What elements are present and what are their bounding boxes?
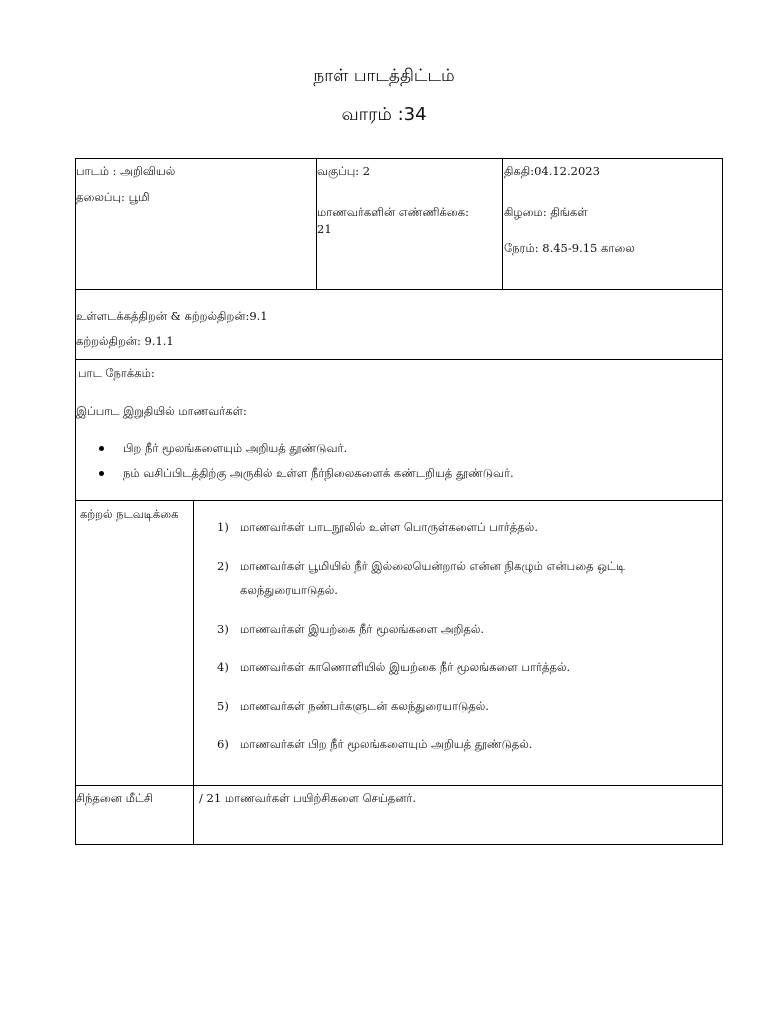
step-number: 3) [217,622,229,636]
time-label: நேரம்: 8.45-9.15 காலை [504,241,635,255]
standards-row [75,289,723,360]
step-number: 6) [217,737,229,751]
content-standard: உள்ளடக்கத்திறன் & கற்றல்திறன்:9.1 [76,309,268,323]
students-count: 21 [317,222,332,236]
step-text: மாணவர்கள் பிற நீர் மூலங்களையும் அறியத் தூண்டுதல். [240,737,533,751]
day-label: கிழமை: திங்கள் [504,205,588,219]
reflection-text: / 21 மாணவர்கள் பயிற்சிகளை செய்தனர். [199,791,417,805]
learning-standard: கற்றல்திறன்: 9.1.1 [76,334,174,348]
step-text: மாணவர்கள் நண்பர்களுடன் கலந்துரையாடுதல். [240,699,489,713]
topic-label: தலைப்பு: பூமி [76,190,150,204]
step-text: மாணவர்கள் காணொளியில் இயற்கை நீர் மூலங்களை பார்த்தல். [240,660,571,674]
step-number: 2) [217,559,229,573]
bullet-icon [99,471,104,476]
objective-point-1: பிற நீர் மூலங்களையும் அறியத் தூண்டுவர். [123,441,348,455]
objective-intro: இப்பாட இறுதியில் மாணவர்கள்: [76,404,247,418]
step-number: 1) [217,520,229,534]
info-divider-2 [502,158,503,290]
page-title: நாள் பாடத்திட்டம் [313,66,455,86]
week-number: வாரம் :34 [341,104,427,125]
activities-label: கற்றல் நடவடிக்கை [80,507,179,521]
date-label: திகதி:04.12.2023 [504,164,600,178]
objective-point-2: நம் வசிப்பிடத்திற்கு அருகில் உள்ள நீர்நிலைகளைக் கண்டறியத் தூண்டுவர். [123,466,514,480]
step-text: மாணவர்கள் பூமியில் நீர் இல்லையென்றால் என்ன நிகழும் என்பதை ஒட்டி [240,559,626,573]
step-text: மாணவர்கள் இயற்கை நீர் மூலங்களை அறிதல். [240,622,485,636]
students-label: மாணவர்களின் எண்ணிக்கை: [317,205,469,219]
reflection-label: சிந்தனை மீட்சி [76,791,154,805]
objective-heading: பாட நோக்கம்: [78,366,155,380]
bullet-icon [99,446,104,451]
step-number: 4) [217,660,229,674]
class-label: வகுப்பு: 2 [317,164,371,178]
step-text-continued: கலந்துரையாடுதல். [240,583,338,597]
subject-label: பாடம் : அறிவியல் [76,164,176,178]
step-number: 5) [217,699,229,713]
step-text: மாணவர்கள் பாடநூலில் உள்ள பொருள்களைப் பார்த்தல். [240,520,538,534]
